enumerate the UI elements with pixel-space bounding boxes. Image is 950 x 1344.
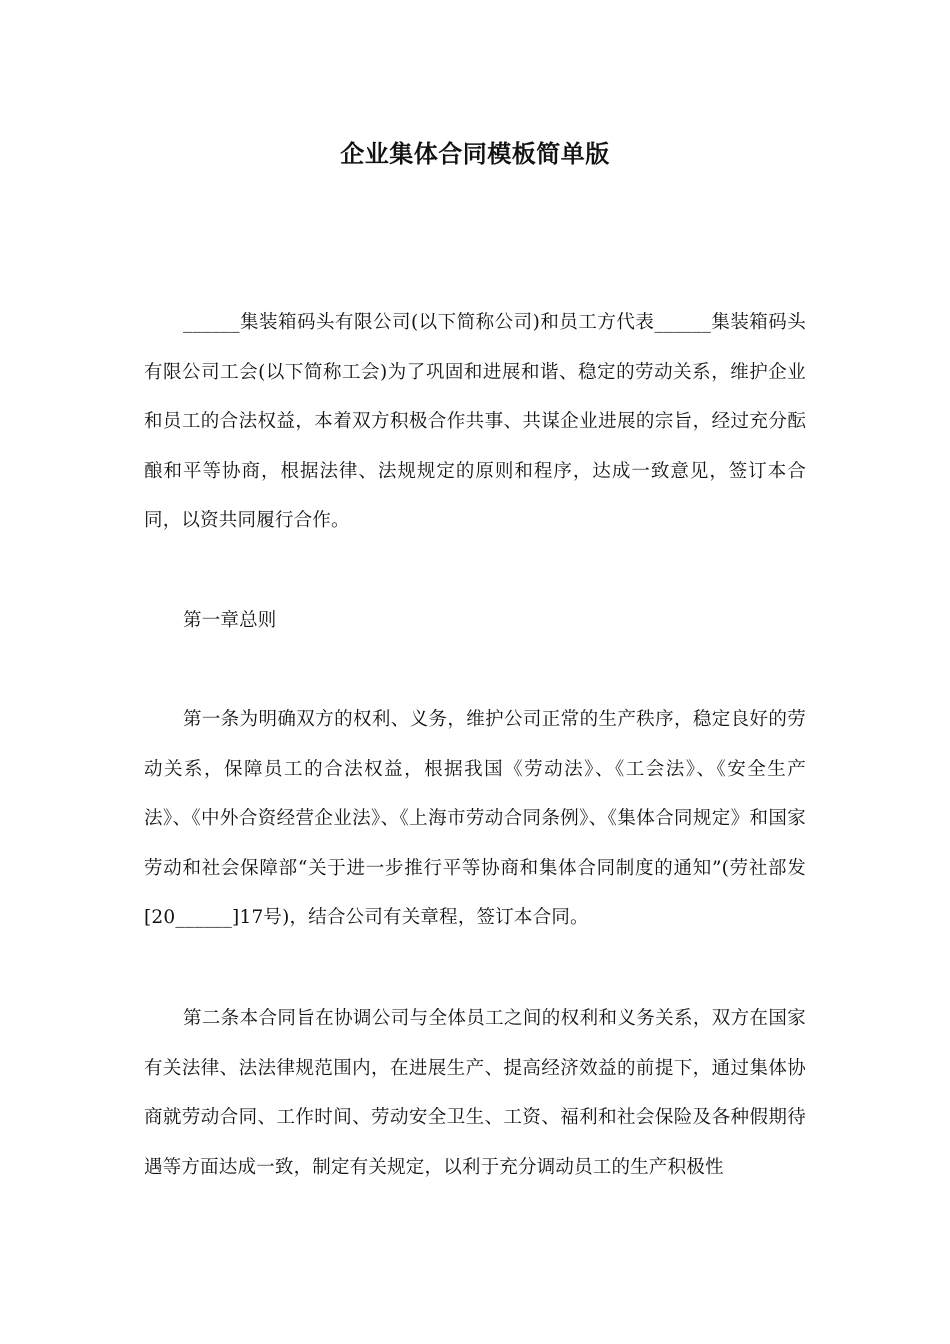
article-1-paragraph: 第一条为明确双方的权利、义务，维护公司正常的生产秩序，稳定良好的劳动关系，保障员工的合法权益，根据我国《劳动法》、《工会法》、《安全生产法》、《中外合资经营企业法》、《上海市劳动合同条例》、《集体合同规定》和国家劳动和社会保障部“关于进一步推行平等协商和集体合同制度的通知”(劳社部发[20______]17号)，结合公司有关章程，签订本合同。 (144, 709, 806, 928)
article-2-paragraph: 第二条本合同旨在协调公司与全体员工之间的权利和义务关系，双方在国家有关法律、法法律规范围内，在进展生产、提高经济效益的前提下，通过集体协商就劳动合同、工作时间、劳动安全卫生、工资、福利和社会保险及各种假期待遇等方面达成一致，制定有关规定，以利于充分调动员工的生产积极性 (144, 1008, 806, 1178)
document-title: 企业集体合同模板简单版 (340, 140, 610, 168)
preamble-paragraph: ______集装箱码头有限公司(以下简称公司)和员工方代表______集装箱码头有限公司工会(以下简称工会)为了巩固和进展和谐、稳定的劳动关系，维护企业和员工的合法权益，本着双方积极合作共事、共谋企业进展的宗旨，经过充分酝酿和平等协商，根据法律、法规规定的原则和程序，达成一致意见，签订本合同，以资共同履行合作。 (144, 312, 806, 531)
chapter-heading: 第一章总则 (183, 610, 277, 631)
